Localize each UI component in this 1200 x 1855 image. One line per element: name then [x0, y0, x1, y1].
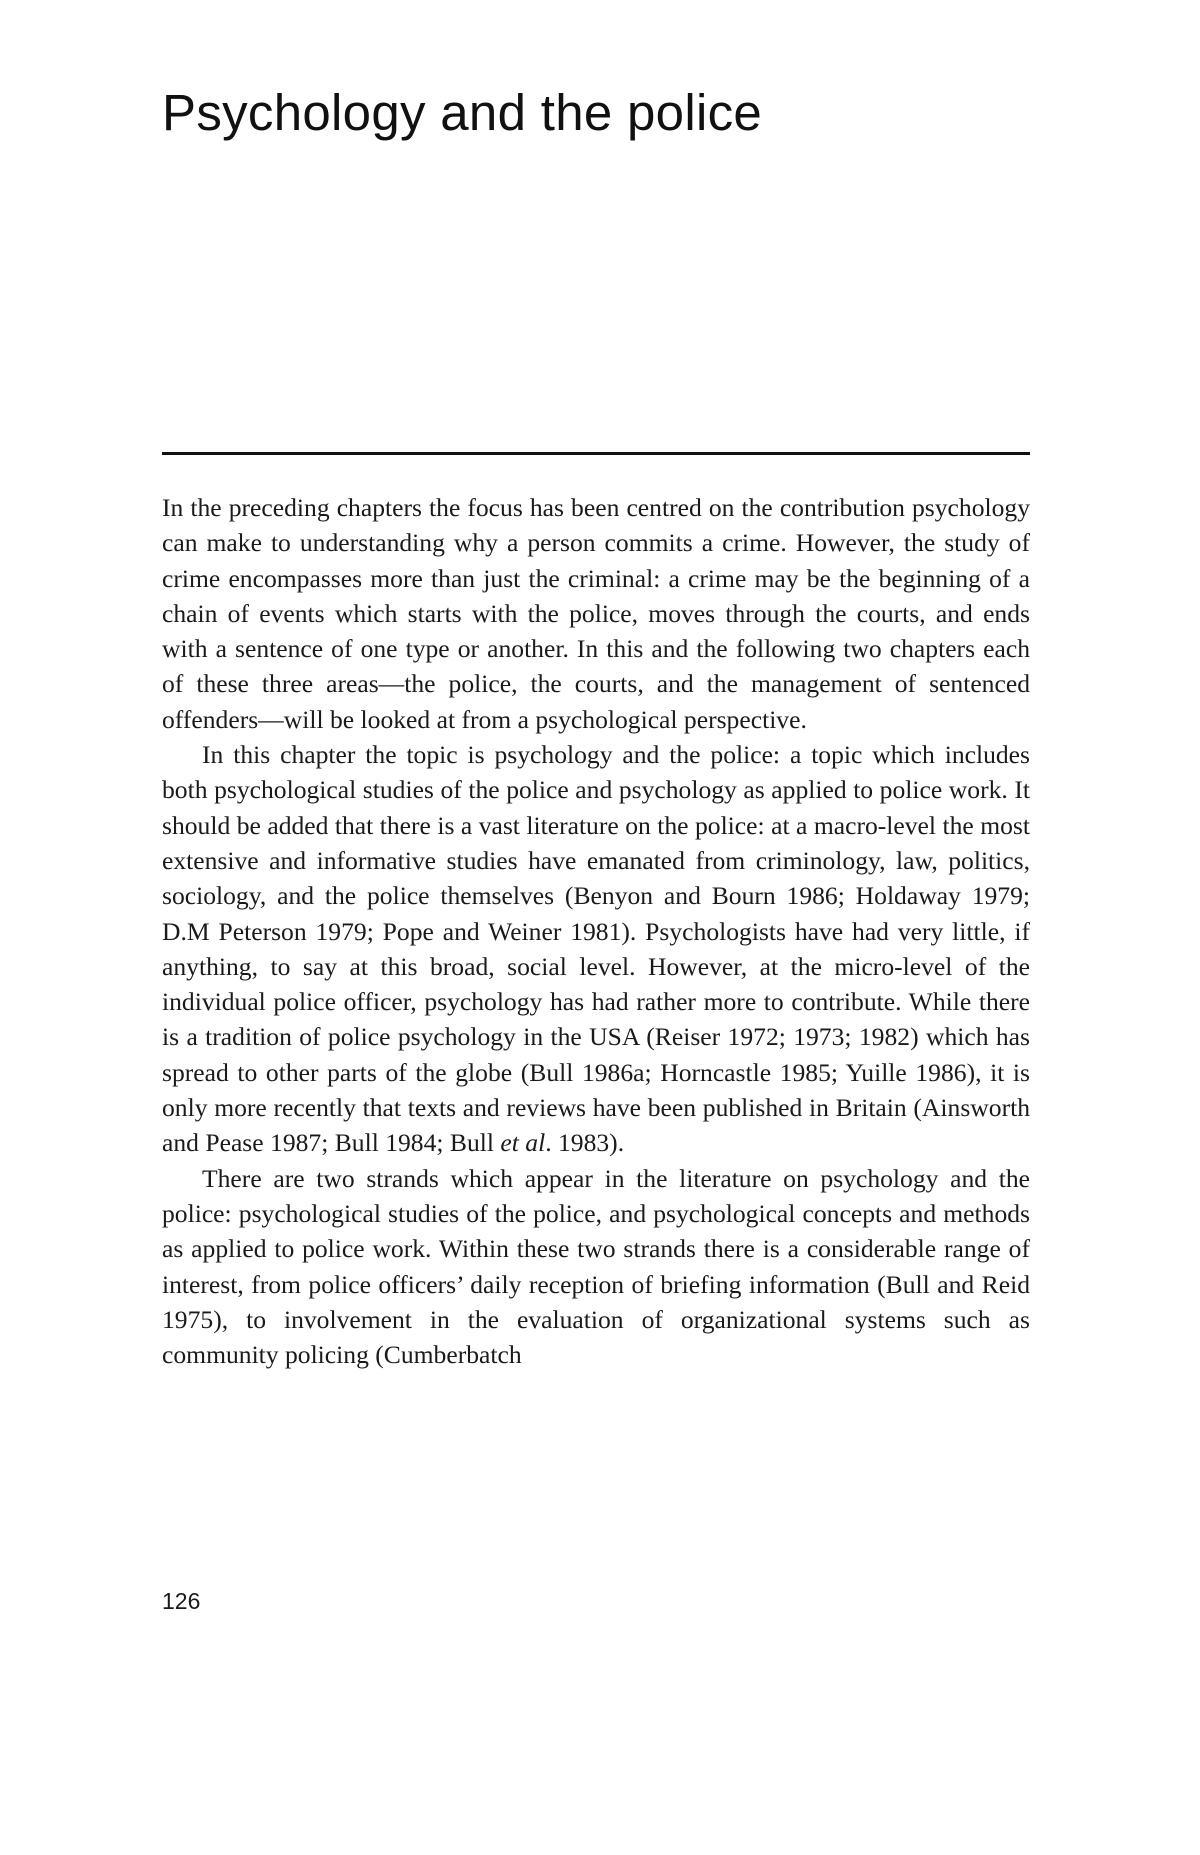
paragraph-1: In the preceding chapters the focus has been centred on the contribution psychology can make to understanding why a person commits a crime. However, the study of crime encompasses more than just the criminal: a crime may be the beginning of a chain of events which starts with the police, moves through the courts, and ends with a sentence of one type or another. In this and the following two chapters each of these three areas—the police, the courts, and the management of sentenced offenders—will be looked at from a psychological perspective.	[162, 493, 1030, 734]
paragraph-2-italic: et al	[500, 1128, 546, 1158]
chapter-title: Psychology and the police	[162, 84, 763, 141]
paragraph-2	[162, 737, 1030, 1161]
title-divider	[162, 452, 1030, 455]
paragraph-3: There are two strands which appear in the literature on psychology and the police: psychological studies of the police, and psychological concepts and methods as applied to police work. Within these two strands there is a considerable range of interest, from police officers’ daily reception of briefing information (Bull and Reid 1975), to involvement in the evaluation of organizational systems such as community policing (Cumberbatch	[162, 1163, 1030, 1370]
paragraph-2-text-end: . 1983).	[545, 1128, 625, 1158]
paragraph-2-text: In this chapter the topic is psychology and the police: a topic which includes both psychological studies of the police and psychology as applied to police work. It should be added that there is a vast literature on the police: at a macro-level the most extensive and informative studies have emanated from criminology, law, politics, sociology, and the police themselves (Benyon and Bourn 1986; Holdaway 1979; D.M Peterson 1979; Pope and Weiner 1981). Psychologists have had very little, if anything, to say at this broad, social level. However, at the micro-level of the individual police officer, psychology has had rather more to contribute. While there is a tradition of police psychology in the USA (Reiser 1972; 1973; 1982) which has spread to other parts of the globe (Bull 1986a; Horncastle 1985; Yuille 1986), it is only more recently that texts and reviews have been published in Britain (Ainsworth and Pease 1987; Bull 1984; Bull	[162, 740, 1030, 1158]
body-text	[162, 490, 1030, 1372]
page-number: 126	[162, 1588, 201, 1614]
